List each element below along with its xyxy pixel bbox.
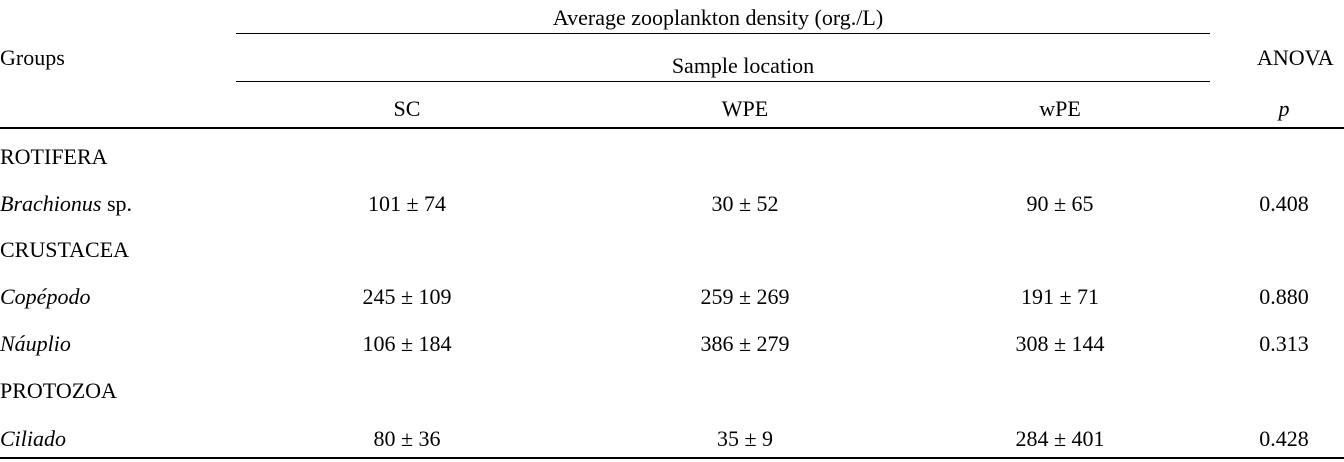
- value-wpe-lower: 284 ± 401: [1015, 426, 1105, 451]
- column-header-wpe: WPE: [721, 96, 769, 121]
- value-wpe: 259 ± 269: [700, 284, 790, 309]
- taxon-label: Brachionus sp.: [0, 191, 133, 216]
- value-sc: 106 ± 184: [362, 331, 452, 356]
- anova-header: ANOVA: [1257, 45, 1334, 70]
- taxon-label: Ciliado: [0, 426, 67, 451]
- value-wpe: 30 ± 52: [711, 191, 779, 216]
- sample-location-header: Sample location: [671, 53, 815, 78]
- group-label-protozoa: PROTOZOA: [0, 378, 117, 403]
- header-bottom-rule: [0, 127, 1344, 129]
- groups-header: Groups: [0, 45, 65, 70]
- density-header: Average zooplankton density (org./L): [552, 5, 884, 30]
- value-wpe-lower: 90 ± 65: [1026, 191, 1094, 216]
- header-rule-1: [236, 33, 1210, 34]
- header-rule-2: [236, 81, 1210, 82]
- group-label-crustacea: CRUSTACEA: [0, 237, 130, 262]
- anova-p-value: 0.408: [1259, 191, 1309, 216]
- anova-p-value: 0.313: [1259, 331, 1309, 356]
- group-label-rotifera: ROTIFERA: [0, 144, 108, 169]
- value-wpe-lower: 308 ± 144: [1015, 331, 1105, 356]
- value-sc: 245 ± 109: [362, 284, 452, 309]
- table-bottom-rule: [0, 457, 1344, 459]
- value-wpe-lower: 191 ± 71: [1020, 284, 1100, 309]
- p-header: p: [1278, 96, 1290, 121]
- taxon-label: Náuplio: [0, 331, 71, 356]
- value-wpe: 35 ± 9: [716, 426, 774, 451]
- value-sc: 101 ± 74: [367, 191, 447, 216]
- value-wpe: 386 ± 279: [700, 331, 790, 356]
- column-header-wpe-lower: wPE: [1039, 96, 1081, 121]
- column-header-sc: SC: [393, 96, 421, 121]
- taxon-label: Copépodo: [0, 284, 91, 309]
- value-sc: 80 ± 36: [373, 426, 441, 451]
- anova-p-value: 0.880: [1259, 284, 1309, 309]
- anova-p-value: 0.428: [1259, 426, 1309, 451]
